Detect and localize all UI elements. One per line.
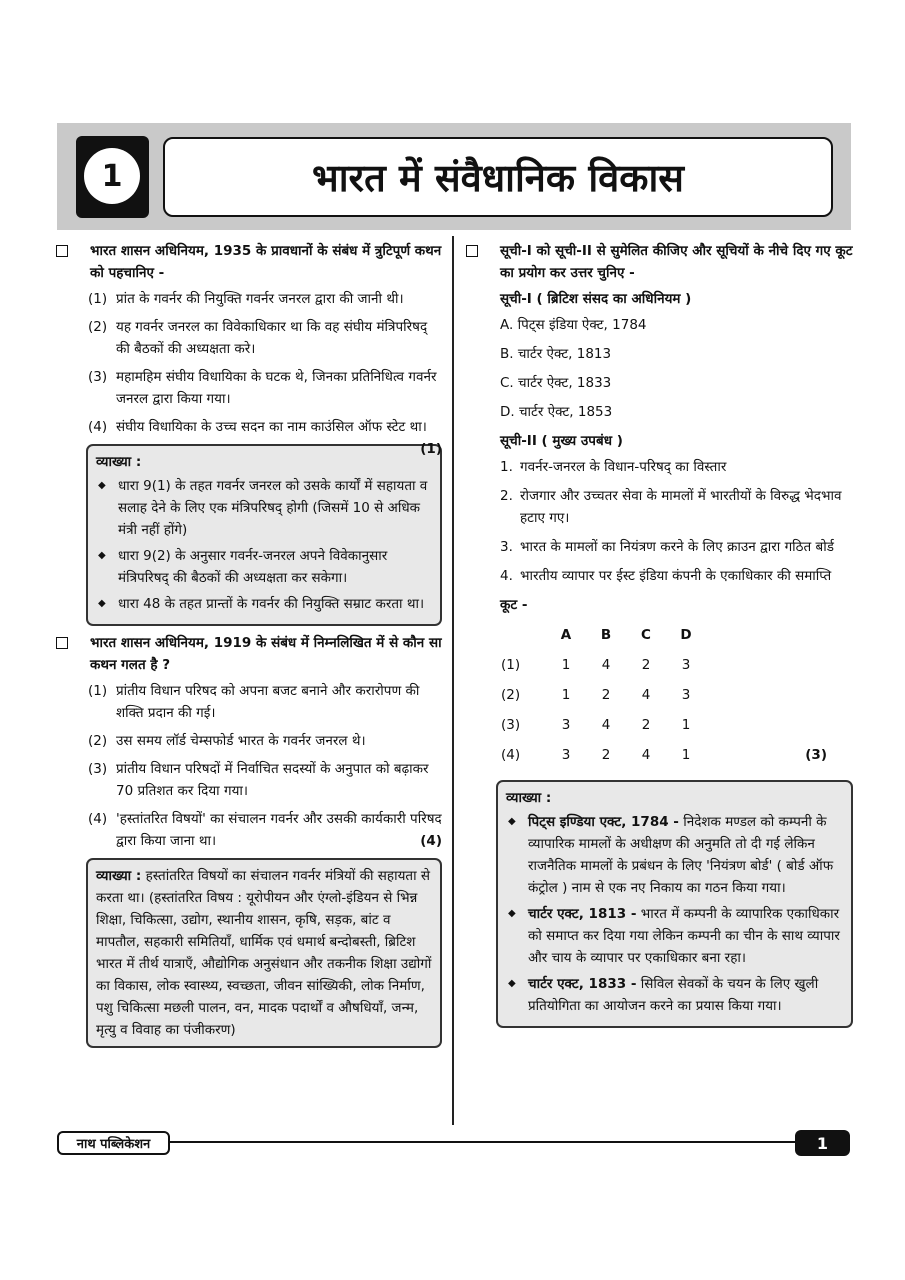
list2-item bbox=[466, 485, 853, 529]
code-col-header: C bbox=[641, 627, 651, 643]
option-item bbox=[56, 758, 442, 802]
option-number: (1) bbox=[88, 683, 108, 699]
code-col-header: B bbox=[600, 627, 612, 643]
answer: (4) bbox=[420, 833, 442, 849]
code-cell: 1 bbox=[561, 687, 571, 703]
explanation-point bbox=[506, 973, 843, 1017]
code-cell: 1 bbox=[681, 717, 691, 733]
point-title: चार्टर एक्ट, 1833 - bbox=[528, 976, 637, 992]
question-2 bbox=[56, 632, 442, 676]
option-text: यह गवर्नर जनरल का विवेकाधिकार था कि वह संघीय मंत्रिपरिषद् की बैठकों की अध्यक्षता करे। bbox=[116, 319, 428, 357]
explanation-heading: व्याख्या : bbox=[96, 454, 142, 470]
checkbox-bullet-icon bbox=[56, 637, 68, 649]
option-item bbox=[56, 416, 442, 457]
option-item bbox=[56, 730, 442, 752]
option-number: (1) bbox=[88, 291, 108, 307]
code-key: (4) bbox=[501, 747, 521, 763]
question-text: सूची-I को सूची-II से सुमेलित कीजिए और सूचियों के नीचे दिए गए कूट का प्रयोग कर उत्तर चुनिए - bbox=[500, 243, 853, 281]
code-cell: 2 bbox=[641, 657, 651, 673]
list2-item bbox=[466, 536, 853, 558]
explanation-point: ◆ धारा 48 के तहत प्रान्तों के गवर्नर की नियुक्ति सम्राट करता था। bbox=[96, 593, 432, 615]
explanation-heading: व्याख्या : bbox=[96, 868, 142, 884]
option-item bbox=[56, 366, 442, 410]
option-text: प्रांत के गवर्नर की नियुक्ति गवर्नर जनरल द्वारा की जानी थी। bbox=[116, 291, 404, 307]
option-number: (2) bbox=[88, 733, 108, 749]
explanation-point: ◆ धारा 9(2) के अनुसार गवर्नर-जनरल अपने विवेकानुसार मंत्रिपरिषद् की बैठकों की अध्यक्षता कर सकेगा। bbox=[96, 545, 432, 589]
code-header-row bbox=[500, 620, 828, 650]
checkbox-bullet-icon bbox=[466, 245, 478, 257]
item-number: 3. bbox=[500, 539, 513, 555]
option-number: (4) bbox=[88, 419, 108, 435]
explanation-heading: व्याख्या : bbox=[506, 790, 552, 806]
option-item bbox=[56, 316, 442, 360]
right-column bbox=[466, 240, 853, 1034]
code-cell: 4 bbox=[641, 747, 651, 763]
explanation-box bbox=[86, 858, 442, 1048]
answer: (3) bbox=[805, 747, 827, 763]
item-number: 4. bbox=[500, 568, 513, 584]
code-key: (3) bbox=[501, 717, 521, 733]
chapter-title-box bbox=[163, 137, 833, 217]
answer: (1) bbox=[420, 441, 442, 457]
item-text: भारतीय व्यापार पर ईस्ट इंडिया कंपनी के एकाधिकार की समाप्ति bbox=[520, 568, 832, 584]
checkbox-bullet-icon bbox=[56, 245, 68, 257]
option-text: उस समय लॉर्ड चेम्सफोर्ड भारत के गवर्नर जनरल थे। bbox=[116, 733, 366, 749]
code-cell: 2 bbox=[601, 747, 611, 763]
list1-item: D. चार्टर ऐक्ट, 1853 bbox=[500, 404, 613, 420]
code-table bbox=[500, 620, 828, 770]
code-cell: 4 bbox=[601, 717, 611, 733]
code-col-header: A bbox=[560, 627, 572, 643]
option-text: 'हस्तांतरित विषयों' का संचालन गवर्नर और उसकी कार्यकारी परिषद द्वारा किया जाना था। bbox=[116, 811, 442, 849]
list1-heading: सूची-I ( ब्रिटिश संसद का अधिनियम ) bbox=[500, 291, 692, 307]
chapter-number-box bbox=[76, 136, 149, 218]
option-text: महामहिम संघीय विधायिका के घटक थे, जिनका प्रतिनिधित्व गवर्नर जनरल द्वारा किया गया। bbox=[116, 369, 437, 407]
explanation-box bbox=[86, 444, 442, 626]
code-cell: 2 bbox=[601, 687, 611, 703]
question-text: भारत शासन अधिनियम, 1935 के प्रावधानों के संबंध में त्रुटिपूर्ण कथन को पहचानिए - bbox=[90, 243, 442, 281]
code-col-header: D bbox=[680, 627, 692, 643]
point-text: सिविल सेवकों के चयन के लिए खुली प्रतियोगिता का आयोजन करने का प्रयास किया गया। bbox=[528, 976, 819, 1014]
question-text: भारत शासन अधिनियम, 1919 के संबंध में निम्नलिखित में से कौन सा कथन गलत है ? bbox=[90, 635, 442, 673]
list2-item bbox=[466, 456, 853, 478]
chapter-title: भारत में संवैधानिक विकास bbox=[312, 156, 684, 200]
explanation-point bbox=[506, 811, 843, 899]
code-cell: 4 bbox=[641, 687, 651, 703]
option-text: प्रांतीय विधान परिषद को अपना बजट बनाने और करारोपण की शक्ति प्रदान की गई। bbox=[116, 683, 420, 721]
option-number: (3) bbox=[88, 761, 108, 777]
page-number: 1 bbox=[795, 1130, 850, 1156]
column-divider bbox=[452, 236, 454, 1125]
list2-item bbox=[466, 565, 853, 587]
code-key: (2) bbox=[501, 687, 521, 703]
option-item bbox=[56, 808, 442, 852]
option-item bbox=[56, 680, 442, 724]
code-cell: 4 bbox=[601, 657, 611, 673]
explanation-point: ◆ धारा 9(1) के तहत गवर्नर जनरल को उसके कार्यों में सहायता व सलाह देने के लिए एक मंत्रिपरिषद् होगी (जिसमें 10 से अधिक मंत्री नहीं होंगे) bbox=[96, 475, 432, 541]
option-number: (2) bbox=[88, 319, 108, 335]
code-row bbox=[500, 650, 828, 680]
code-cell: 3 bbox=[681, 657, 691, 673]
option-text: प्रांतीय विधान परिषदों में निर्वाचित सदस्यों के अनुपात को बढ़ाकर 70 प्रतिशत कर दिया गया। bbox=[116, 761, 429, 799]
option-number: (4) bbox=[88, 811, 108, 827]
explanation-text: हस्तांतरित विषयों का संचालन गवर्नर मंत्रियों की सहायता से करता था। (हस्तांतरित विषय : यूरोपीयन और एंग्लो-इंडियन से भिन्न शिक्षा, चिकित्सा, उद्योग, स्थानीय शासन, कृषि, सड़क, बांट व मापतौल, सहकारी समितियाँ, धार्मिक एवं धमार्थ बन्दोबस्ती, ब्रिटिश भारत में तीर्थ यात्राएँ, औद्योगिक अनुसंधान और तकनीक शिक्षा उद्योगों का विकास, लोक स्वास्थ्य, स्वच्छता, जीवन सांख्यिकी, लोक निर्माण, पशु चिकित्सा मछली पालन, वन, मादक पदार्थों व औषधियाँ, जन्म, मृत्यु व विवाह का पंजीकरण) bbox=[96, 868, 432, 1038]
item-text: रोजगार और उच्चतर सेवा के मामलों में भारतीयों के विरुद्ध भेदभाव हटाए गए। bbox=[520, 488, 842, 526]
code-cell: 3 bbox=[561, 747, 571, 763]
footer-rule bbox=[170, 1141, 795, 1143]
explanation-box bbox=[496, 780, 853, 1028]
list1-item: B. चार्टर ऐक्ट, 1813 bbox=[500, 346, 612, 362]
option-number: (3) bbox=[88, 369, 108, 385]
item-number: 1. bbox=[500, 459, 513, 475]
list1-item: A. पिट्स इंडिया ऐक्ट, 1784 bbox=[500, 317, 647, 333]
publisher-name: नाथ पब्लिकेशन bbox=[57, 1131, 170, 1155]
list1-item: C. चार्टर ऐक्ट, 1833 bbox=[500, 375, 612, 391]
point-title: चार्टर एक्ट, 1813 - bbox=[528, 906, 637, 922]
code-cell: 2 bbox=[641, 717, 651, 733]
code-key: (1) bbox=[501, 657, 521, 673]
point-text: भारत में कम्पनी के व्यापारिक एकाधिकार को समाप्त कर दिया गया लेकिन कम्पनी का चीन के साथ व्यापार और चाय के व्यापार पर एकाधिकार बना रहा। bbox=[528, 906, 840, 966]
code-cell: 1 bbox=[561, 657, 571, 673]
explanation-point bbox=[506, 903, 843, 969]
code-cell: 3 bbox=[561, 717, 571, 733]
option-text: संघीय विधायिका के उच्च सदन का नाम काउंसिल ऑफ स्टेट था। bbox=[116, 419, 427, 435]
list2-heading: सूची-II ( मुख्य उपबंध ) bbox=[500, 433, 623, 449]
code-corner bbox=[500, 620, 546, 650]
code-row bbox=[500, 680, 828, 710]
option-item bbox=[56, 288, 442, 310]
code-row bbox=[500, 710, 828, 740]
left-column bbox=[56, 240, 442, 1054]
point-text: निदेशक मण्डल को कम्पनी के व्यापारिक मामलों के अधीक्षण की अनुमति तो दी गई लेकिन राजनैतिक मामलों के प्रबंधन के लिए 'नियंत्रण बोर्ड' ( बोर्ड ऑफ कंट्रोल ) नाम से एक नए निकाय का गठन किया गया। bbox=[528, 814, 834, 896]
point-title: पिट्स इण्डिया एक्ट, 1784 - bbox=[528, 814, 679, 830]
code-cell: 3 bbox=[681, 687, 691, 703]
code-heading: कूट - bbox=[500, 597, 528, 613]
chapter-number: 1 bbox=[84, 148, 140, 204]
code-cell: 1 bbox=[681, 747, 691, 763]
item-text: गवर्नर-जनरल के विधान-परिषद् का विस्तार bbox=[520, 459, 727, 475]
item-text: भारत के मामलों का नियंत्रण करने के लिए क्राउन द्वारा गठित बोर्ड bbox=[520, 539, 834, 555]
question-3 bbox=[466, 240, 853, 284]
item-number: 2. bbox=[500, 488, 513, 504]
code-row bbox=[500, 740, 828, 770]
question-1 bbox=[56, 240, 442, 284]
